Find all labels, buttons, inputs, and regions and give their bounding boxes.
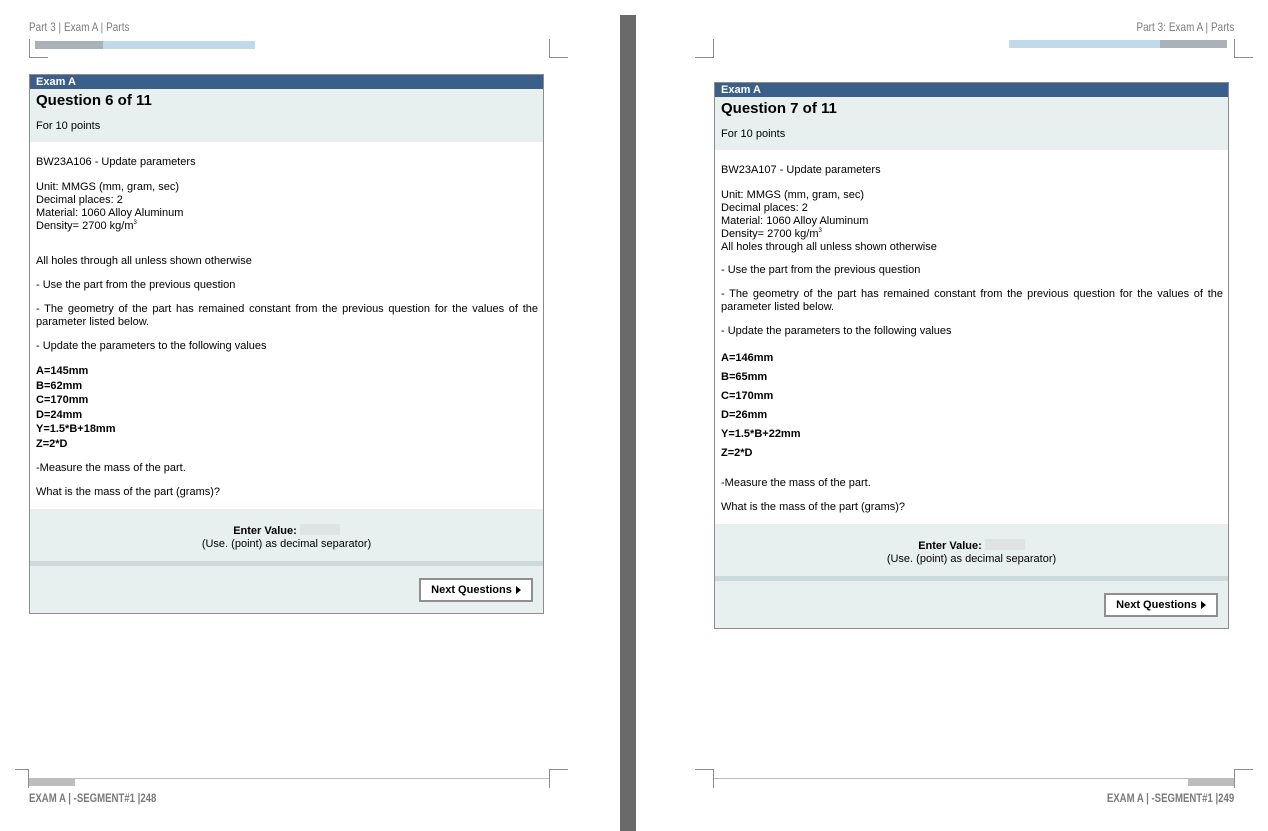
running-header: Part 3: Exam A | Parts (1136, 20, 1234, 34)
instruction-step: - Use the part from the previous question (36, 279, 236, 291)
density-text: Density= 2700 kg/m (36, 220, 134, 232)
question-header (715, 97, 1228, 150)
parameter-item: A=146mm (721, 352, 774, 364)
crop-mark (15, 769, 29, 788)
parameter-item: Z=2*D (721, 447, 753, 459)
running-footer: EXAM A | -SEGMENT#1 |249 (1106, 791, 1234, 805)
question-prompt: What is the mass of the part (grams)? (36, 486, 221, 498)
parameter-item: D=26mm (721, 409, 768, 421)
next-questions-button[interactable] (1104, 593, 1218, 617)
density-exponent: 3 (818, 228, 822, 234)
answer-area (715, 524, 1228, 581)
measure-instruction: -Measure the mass of the part. (721, 477, 871, 489)
crop-mark (1234, 39, 1253, 58)
parameter-item: C=170mm (721, 390, 774, 402)
right-page (636, 0, 1268, 831)
measure-instruction: -Measure the mass of the part. (36, 462, 186, 474)
running-footer: EXAM A | -SEGMENT#1 |248 (29, 791, 157, 805)
decimal-line: Decimal places: 2 (721, 202, 808, 214)
crop-mark (549, 39, 568, 58)
holes-note: All holes through all unless shown otherwise (721, 241, 937, 253)
parameter-item: A=145mm (36, 365, 89, 377)
unit-line: Unit: MMGS (mm, gram, sec) (36, 181, 180, 193)
holes-note: All holes through all unless shown otherwise (36, 255, 252, 267)
separator-note: (Use. (point) as decimal separator) (201, 538, 372, 550)
crop-mark (549, 769, 568, 788)
instruction-step: - The geometry of the part has remained constant from the previous question for the values of the parameter listed below. (721, 288, 1223, 313)
density-line (721, 228, 1223, 241)
play-arrow-icon (1201, 601, 1206, 609)
density-exponent: 3 (133, 220, 137, 226)
value-input[interactable] (985, 539, 1025, 550)
separator-note: (Use. (point) as decimal separator) (886, 553, 1057, 565)
header-accent-bar (1160, 40, 1227, 48)
parameter-item: Y=1.5*B+22mm (721, 428, 801, 440)
card-footer (715, 581, 1228, 628)
instruction-step: - Update the parameters to the following values (721, 325, 952, 337)
footer-accent-bar (1188, 779, 1234, 786)
book-spine (620, 15, 636, 831)
question-prompt: What is the mass of the part (grams)? (721, 501, 906, 513)
question-body (30, 142, 543, 509)
parameter-item: B=62mm (36, 379, 83, 392)
parameter-item: Y=1.5*B+18mm (36, 423, 116, 435)
parameter-item: D=24mm (36, 408, 83, 421)
exam-band: Exam A (715, 83, 1228, 97)
parameter-item: C=170mm (36, 394, 89, 406)
running-header: Part 3 | Exam A | Parts (29, 20, 130, 34)
value-input[interactable] (300, 524, 340, 535)
parameter-list (36, 364, 538, 451)
footer-rule (714, 778, 1234, 779)
question-title: Question 7 of 11 (721, 100, 837, 117)
question-card (714, 82, 1229, 629)
parameter-list (721, 349, 1223, 463)
question-points: For 10 points (721, 128, 786, 140)
exam-band: Exam A (30, 75, 543, 89)
question-code: BW23A107 - Update parameters (721, 164, 881, 176)
footer-accent-bar (29, 779, 75, 786)
question-header (30, 89, 543, 142)
header-accent-bar (103, 41, 255, 49)
enter-value-label: Enter Value: (233, 525, 297, 537)
instruction-step: - Update the parameters to the following values (36, 340, 267, 352)
density-text: Density= 2700 kg/m (721, 228, 819, 240)
left-page (0, 0, 620, 831)
material-line: Material: 1060 Alloy Aluminum (721, 215, 869, 227)
next-questions-button[interactable] (419, 578, 533, 602)
question-body (715, 150, 1228, 524)
parameter-item: Z=2*D (36, 437, 68, 450)
play-arrow-icon (516, 586, 521, 594)
question-card (29, 74, 544, 614)
header-accent-bar (35, 41, 103, 49)
crop-mark (695, 39, 714, 58)
question-points: For 10 points (36, 120, 101, 132)
material-line: Material: 1060 Alloy Aluminum (36, 207, 184, 219)
next-button-label: Next Questions (1116, 599, 1197, 611)
question-code: BW23A106 - Update parameters (36, 156, 196, 168)
decimal-line: Decimal places: 2 (36, 194, 123, 206)
card-footer (30, 566, 543, 613)
parameter-item: B=65mm (721, 371, 768, 383)
footer-rule (29, 778, 549, 779)
answer-area (30, 509, 543, 566)
density-line (36, 220, 538, 233)
crop-mark (695, 769, 714, 788)
next-button-label: Next Questions (431, 584, 512, 596)
crop-mark (1234, 769, 1253, 788)
unit-line: Unit: MMGS (mm, gram, sec) (721, 189, 865, 201)
instruction-step: - Use the part from the previous question (721, 264, 921, 276)
header-accent-bar (1009, 40, 1160, 48)
enter-value-label: Enter Value: (918, 540, 982, 552)
instruction-step: - The geometry of the part has remained constant from the previous question for the values of the parameter listed below. (36, 303, 538, 328)
question-title: Question 6 of 11 (36, 92, 152, 109)
